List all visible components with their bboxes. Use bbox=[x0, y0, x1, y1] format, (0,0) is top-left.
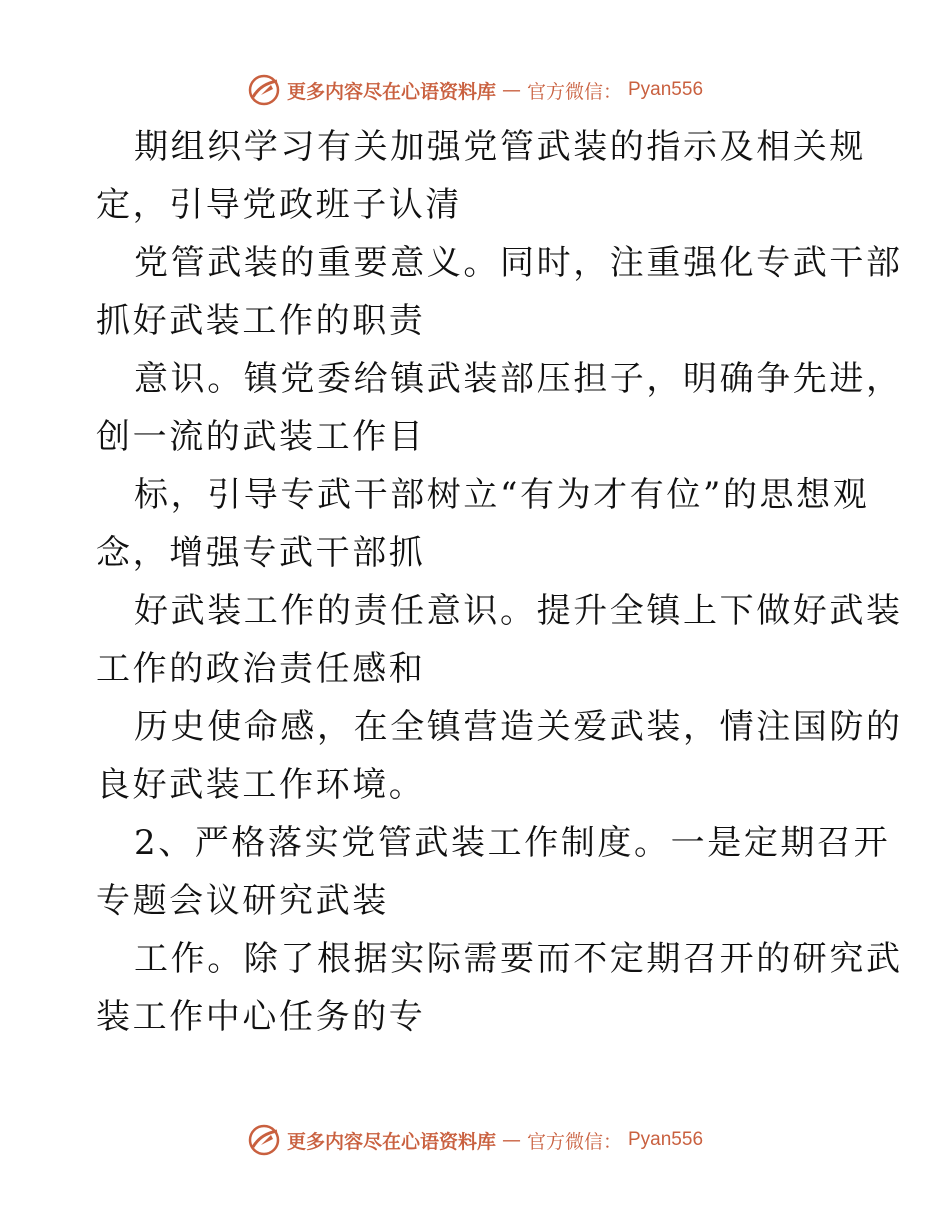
paragraph bbox=[96, 350, 903, 466]
paragraph-line: 装工作中心任务的专 bbox=[96, 997, 426, 1037]
banner-separator: — bbox=[501, 79, 521, 101]
paragraph bbox=[96, 698, 903, 814]
paragraph-line: 良好武装工作环境。 bbox=[96, 765, 426, 805]
paragraph bbox=[96, 930, 903, 1046]
paragraph bbox=[96, 118, 866, 234]
paragraph-line: 工作的政治责任感和 bbox=[96, 649, 426, 689]
banner-wechat-id: Pyan556 bbox=[628, 79, 704, 100]
paragraph-line: 标，引导专武干部树立“有为才有位”的思想观 bbox=[134, 475, 870, 515]
paragraph bbox=[96, 466, 870, 582]
paragraph-line: 2、严格落实党管武装工作制度。一是定期召开 bbox=[134, 823, 891, 863]
paragraph-line: 创一流的武装工作目 bbox=[96, 417, 426, 457]
paragraph-line: 期组织学习有关加强党管武装的指示及相关规 bbox=[134, 127, 866, 167]
banner-wechat-id: Pyan556 bbox=[628, 1129, 704, 1150]
paragraph-line: 好武装工作的责任意识。提升全镇上下做好武装 bbox=[134, 591, 903, 631]
paragraph-line: 意识。镇党委给镇武装部压担子，明确争先进， bbox=[134, 359, 903, 399]
paragraph-line: 工作。除了根据实际需要而不定期召开的研究武 bbox=[134, 939, 903, 979]
document-body bbox=[96, 118, 903, 1046]
banner-wechat-label: 官方微信： bbox=[526, 1130, 622, 1153]
paragraph-line: 定，引导党政班子认清 bbox=[96, 185, 462, 225]
banner-wechat-label: 官方微信： bbox=[526, 80, 622, 103]
paragraph-line: 专题会议研究武装 bbox=[96, 881, 389, 921]
paragraph-line: 抓好武装工作的职责 bbox=[96, 301, 426, 341]
paragraph-line: 念，增强专武干部抓 bbox=[96, 533, 426, 573]
footer-watermark-banner bbox=[0, 1120, 950, 1160]
banner-site-text: 更多内容尽在心语资料库 bbox=[286, 80, 496, 103]
paragraph bbox=[96, 582, 903, 698]
banner-site-text: 更多内容尽在心语资料库 bbox=[286, 1130, 496, 1153]
paragraph-line: 党管武装的重要意义。同时，注重强化专武干部 bbox=[134, 243, 903, 283]
paragraph-line: 历史使命感，在全镇营造关爱武装，情注国防的 bbox=[134, 707, 903, 747]
logo-icon bbox=[247, 1123, 281, 1157]
paragraph bbox=[96, 814, 891, 930]
paragraph bbox=[96, 234, 903, 350]
logo-icon bbox=[247, 73, 281, 107]
banner-separator: — bbox=[501, 1129, 521, 1151]
header-watermark-banner bbox=[0, 70, 950, 110]
